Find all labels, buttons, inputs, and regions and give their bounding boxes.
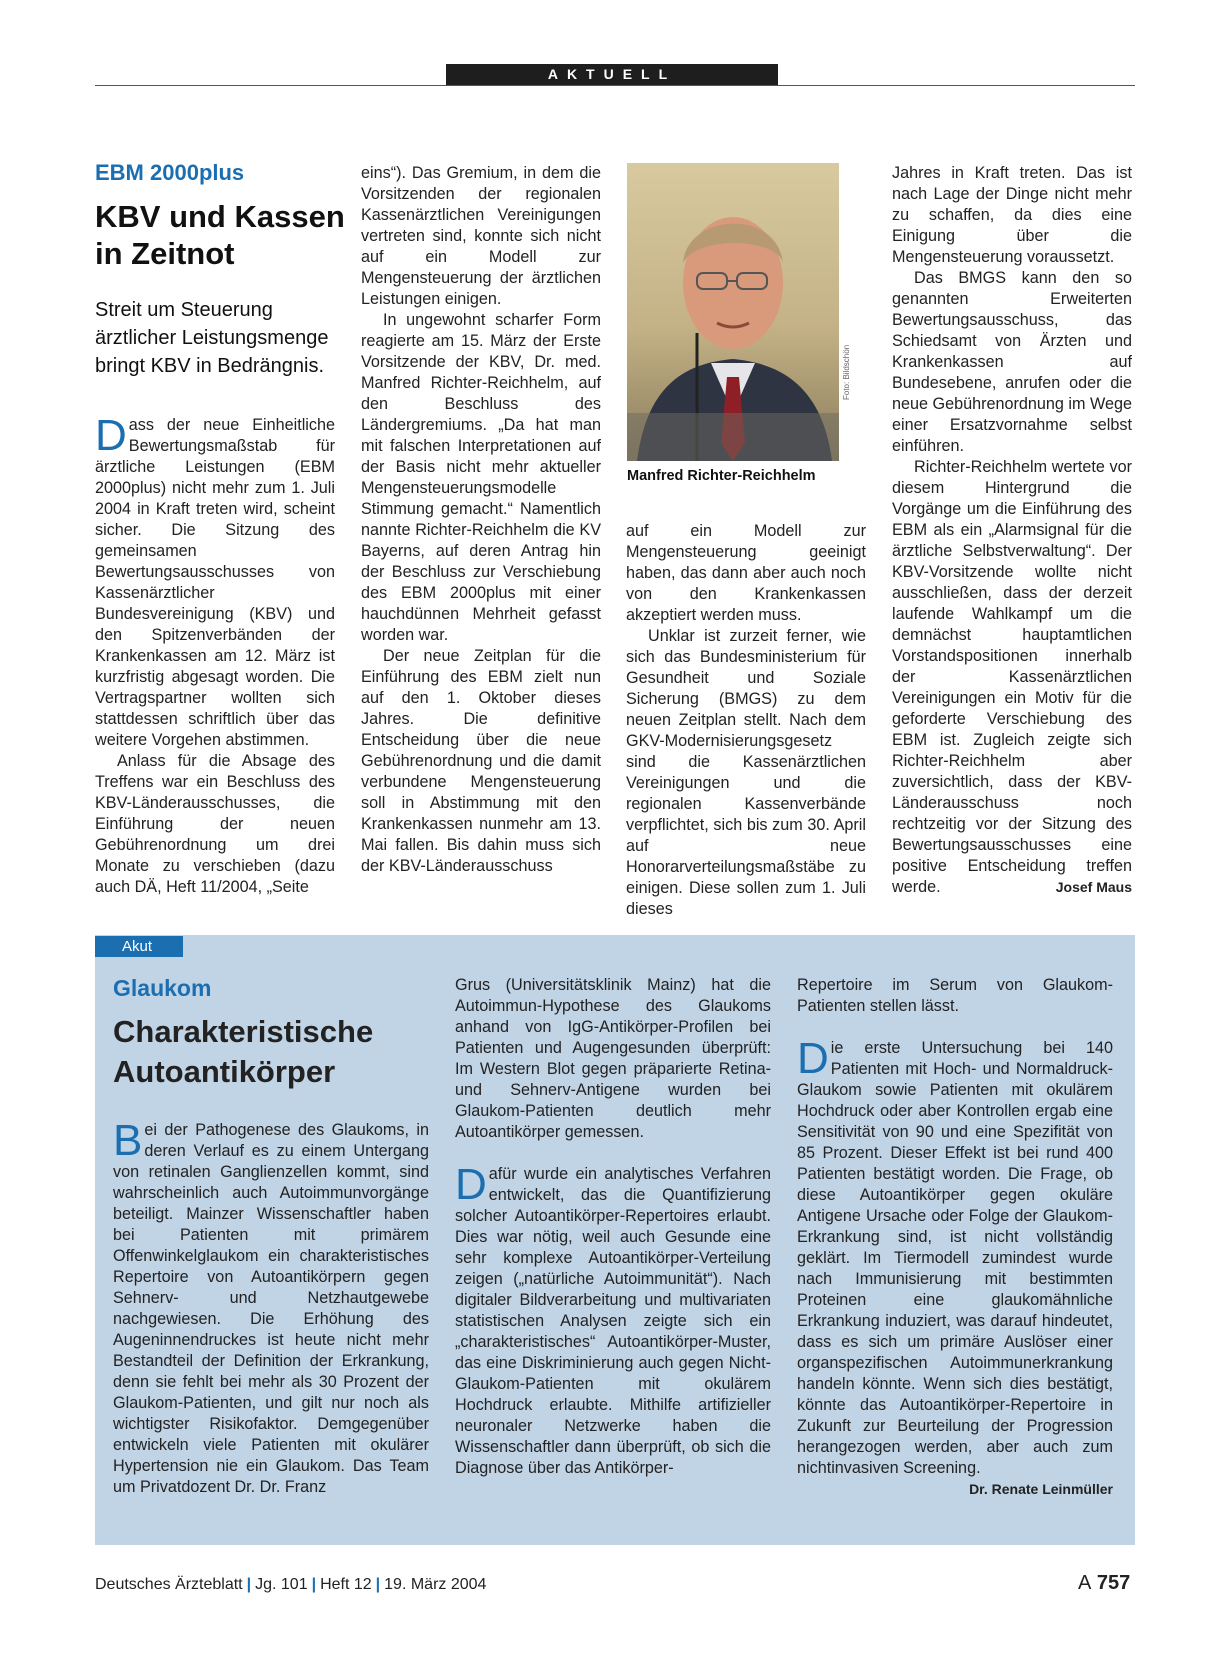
paragraph: eins“). Das Gremium, in dem die Vorsitzenden der regionalen Kassenärztlichen Vereinigungen vertreten sind, konnte sich nicht auf ein Modell zur Mengensteuerung der ärztlichen Leistungen einigen.: [361, 164, 601, 308]
paragraph: Das BMGS kann den so genannten Erweiterten Bewertungsausschuss, das Schiedsamt von Ärzten und Krankenkassen auf Bundesebene, anrufen oder die neue Gebührenordnung im Wege einer Ersatzvornahme selbst einführen.: [892, 269, 1132, 455]
volume: Jg. 101: [255, 1576, 308, 1593]
header-rule: [95, 85, 1135, 86]
dropcap: D: [95, 411, 127, 460]
article2-column-3: [797, 975, 1113, 1500]
journal-name: Deutsches Ärzteblatt: [95, 1576, 243, 1593]
box-tag: Akut: [95, 936, 183, 957]
issue: Heft 12: [320, 1576, 372, 1593]
article1-author: Josef Maus: [1055, 879, 1132, 895]
paragraph: ei der Pathogenese des Glaukoms, in deren Verlauf es zu einem Untergang von retinalen Ganglienzellen kommt, sind wahrscheinlich auch Autoimmunvorgänge beteiligt. Mainzer Wissenschaftler haben bei Patienten mit primärem Offenwinkelglaukom ein charakteristisches Repertoire von Autoantikörpern gegen Sehnerv- und Netzhautgewebe nachgewiesen. Die Erhöhung des Augeninnendruckes ist heute nicht mehr Bestandteil der Definition der Erkrankung, denn sie fehlt bei mehr als 30 Prozent der Glaukom-Patienten, und gilt nur noch als wichtigster Risikofaktor. Demgegenüber entwickeln viele Patienten mit okulärer Hypertension nie ein Glaukom. Das Team um Privatdozent Dr. Dr. Franz: [113, 1121, 429, 1496]
article1-column-2: [361, 163, 601, 877]
paragraph: ass der neue Einheitliche Bewertungsmaßstab für ärztliche Leistungen (EBM 2000plus) nicht mehr zum 1. Juli 2004 in Kraft treten wird, scheint sicher. Die Sitzung des gemeinsamen Bewertungsausschusses von Kassenärztlicher Bundesvereinigung (KBV) und den Spitzenverbänden der Krankenkassen am 12. März ist kurzfristig abgesagt worden. Die Vertragspartner wollten sich stattdessen schriftlich über das weitere Vorgehen abstimmen.: [95, 416, 335, 749]
dropcap: B: [113, 1116, 143, 1165]
article1-column-3: [626, 521, 866, 920]
article2-column-2: [455, 975, 771, 1479]
paragraph: auf ein Modell zur Mengensteuerung geeinigt haben, das dann aber auch noch von den Krankenkassen akzeptiert werden muss.: [626, 522, 866, 624]
article2-kicker: Glaukom: [113, 975, 212, 1001]
paragraph: Anlass für die Absage des Treffens war ein Beschluss des KBV-Länderausschusses, die Einführung der neuen Gebührenordnung um drei Monate zu verschieben (dazu auch DÄ, Heft 11/2004, „Seite: [95, 752, 335, 896]
article1-kicker: EBM 2000plus: [95, 160, 245, 185]
paragraph: In ungewohnt scharfer Form reagierte am 15. März der Erste Vorsitzende der KBV, Dr. med. Manfred Richter-Reichhelm, auf den Beschluss des Ländergremiums. „Da hat man mit falschen Interpretationen auf der Basis nicht mehr aktueller Mengensteuerungsmodelle Stimmung gemacht.“ Namentlich nannte Richter-Reichhelm die KV Bayerns, auf deren Antrag hin der Beschluss zur Verschiebung des EBM 2000plus mit einer hauchdünnen Mehrheit gefasst worden war.: [361, 311, 601, 644]
paragraph: Repertoire im Serum von Glaukom-Patienten stellen lässt.: [797, 976, 1113, 1015]
dropcap: D: [797, 1034, 829, 1083]
paragraph: Unklar ist zurzeit ferner, wie sich das Bundesministerium für Gesundheit und Soziale Sicherung (BMGS) zu dem neuen Zeitplan stellt. Nach dem GKV-Modernisierungsgesetz sind die Kassenärztlichen Vereinigungen und die regionalen Kassenverbände verpflichtet, sich bis zum 30. April auf neue Honorarverteilungsmaßstäbe zu einigen. Diese sollen zum 1. Juli dieses: [626, 627, 866, 918]
photo-caption: Manfred Richter-Reichhelm: [627, 468, 816, 484]
dropcap: D: [455, 1160, 487, 1209]
article1-column-4: [892, 163, 1132, 898]
page-number-value: 757: [1096, 1572, 1131, 1594]
article1-column-1: [95, 411, 335, 898]
page-prefix: A: [1078, 1572, 1092, 1594]
paragraph: Grus (Universitätsklinik Mainz) hat die Autoimmun-Hypothese des Glaukoms anhand von IgG-Antikörper-Profilen bei Patienten und Augengesunden überprüft: Im Western Blot gegen präparierte Retina- und Sehnerv-Antigene wurden bei Glaukom-Patienten deutlich mehr Autoantikörper gemessen.: [455, 976, 771, 1141]
section-label: AKTUELL: [446, 64, 778, 85]
date: 19. März 2004: [384, 1576, 487, 1593]
separator: |: [246, 1576, 252, 1593]
portrait-photo: [627, 163, 839, 461]
article1-lead: Streit um Steuerung ärztlicher Leistungsmenge bringt KBV in Bedrängnis.: [95, 299, 329, 377]
article2-title: Charakteristische Autoantikörper: [113, 1014, 374, 1089]
paragraph: Richter-Reichhelm wertete vor diesem Hintergrund die Vorgänge um die Einführung des EBM als ein „Alarmsignal für die ärztliche Selbstverwaltung“. Der KBV-Vorsitzende wollte nicht ausschließen, dass der derzeit laufende Wahlkampf um die demnächst hauptamtlichen Vorstandspositionen innerhalb der Kassenärztlichen Vereinigungen ein Motiv für die geforderte Verschiebung des EBM ist. Zugleich zeigte sich Richter-Reichhelm aber zuversichtlich, dass der KBV-Länderausschuss noch rechtzeitig vor der Sitzung des Bewertungsausschusses eine positive Entscheidung treffen werde.: [892, 458, 1132, 896]
paragraph: afür wurde ein analytisches Verfahren entwickelt, das die Quantifizierung solcher Autoantikörper-Repertoires erlaubt. Dies war nötig, weil auch Gesunde eine sehr komplexe Autoantikörper-Verteilung zeigen („natürliche Autoimmunität“). Nach digitaler Bildverarbeitung und multivariaten statistischen Analysen zeigte sich ein „charakteristisches“ Autoantikörper-Muster, das eine Diskriminierung auch gegen Nicht-Glaukom-Patienten mit okulärem Hochdruck erlaubte. Mithilfe artifizieller neuronaler Netzwerke haben die Wissenschaftler dann überprüft, ob sich die Diagnose über das Antikörper-: [455, 1165, 771, 1477]
footer-citation: [95, 1576, 486, 1594]
paragraph: Der neue Zeitplan für die Einführung des EBM zielt nun auf den 1. Oktober dieses Jahres. Die definitive Entscheidung über die neue Gebührenordnung und die damit verbundene Mengensteuerung soll in Abstimmung mit den Krankenkassen nunmehr am 13. Mai fallen. Bis dahin muss sich der KBV-Länderausschuss: [361, 647, 601, 875]
paragraph: Jahres in Kraft treten. Das ist nach Lage der Dinge nicht mehr zu schaffen, da dies eine Einigung über die Mengensteuerung voraussetzt.: [892, 164, 1132, 266]
article2-author: Dr. Renate Leinmüller: [969, 1481, 1113, 1497]
article1-title: KBV und Kassen in Zeitnot: [95, 199, 345, 271]
separator: |: [311, 1576, 317, 1593]
separator: |: [375, 1576, 381, 1593]
paragraph: ie erste Untersuchung bei 140 Patienten mit Hoch- und Normaldruck-Glaukom sowie Patienten mit okulärem Hochdruck oder aber Kontrollen ergab eine Sensitivität von 90 und eine Spezifität von 85 Prozent. Dieser Effekt ist bei rund 400 Patienten bestätigt worden. Die Frage, ob diese Autoantikörper gegen okuläre Antigene Ursache oder Folge der Glaukom-Erkrankung sind, ist nicht vollständig geklärt. Im Tiermodell zumindest wurde nach Immunisierung mit bestimmten Proteinen eine glaukomähnliche Erkrankung induziert, was darauf hindeutet, dass es sich um primäre Auslöser einer organspezifischen Autoimmunerkrankung handeln könnte. Wenn sich dies bestätigt, könnte das Autoantikörper-Repertoire in Zukunft zur Beurteilung der Progression herangezogen werden, aber auch zum nichtinvasiven Screening.: [797, 1039, 1113, 1477]
photo-credit: Foto: Bildschön: [842, 344, 851, 400]
article2-column-1: [113, 1116, 429, 1498]
page-number: [1078, 1572, 1130, 1595]
